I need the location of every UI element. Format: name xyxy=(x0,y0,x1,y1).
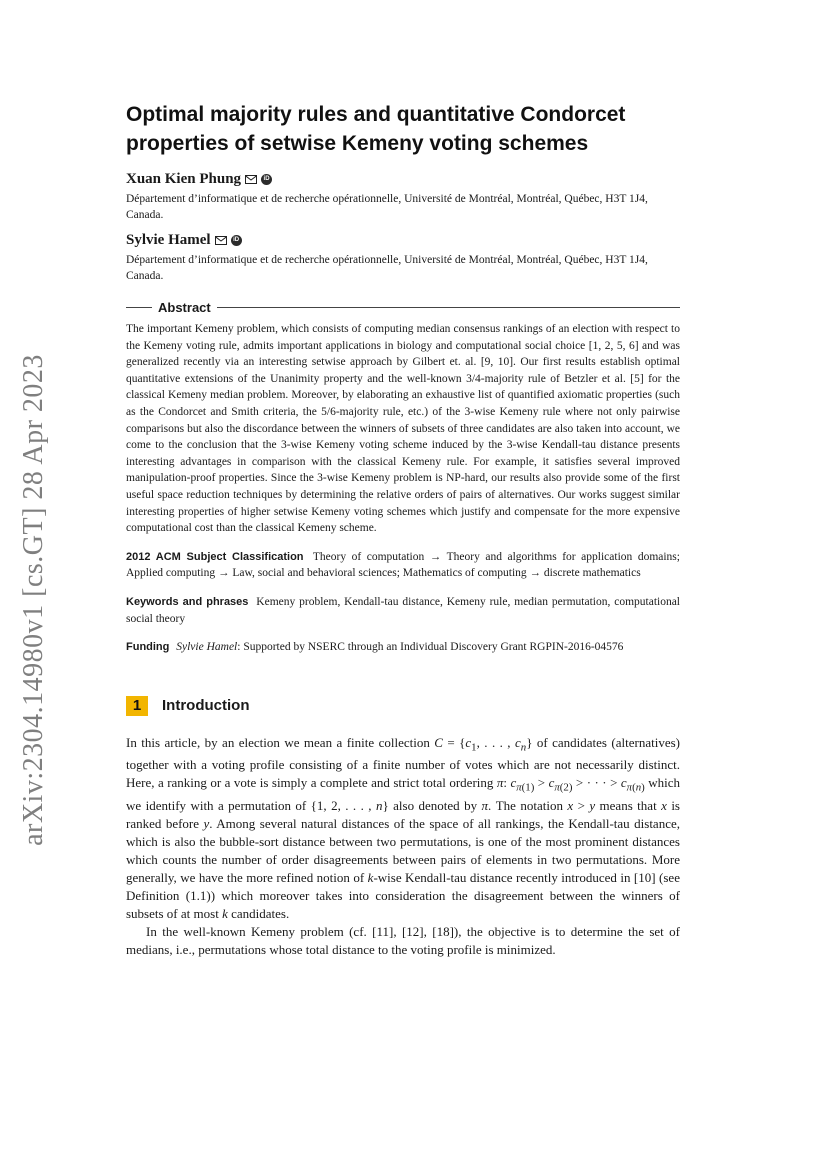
section-title: Introduction xyxy=(162,697,250,715)
mail-icon[interactable] xyxy=(245,175,257,184)
author-block-2 xyxy=(126,231,680,284)
paper-page xyxy=(126,100,680,959)
intro-paragraph-2: In the well-known Kemeny problem (cf. [11], [12], [18]), the objective is to determine the set of medians, i.e., permutations whose total distance to the voting profile is minimized. xyxy=(126,923,680,957)
acm-label: 2012 ACM Subject Classification xyxy=(126,550,304,563)
funding-funder: Sylvie Hamel xyxy=(176,641,238,654)
abstract-heading: Abstract xyxy=(158,300,211,315)
section-heading-introduction xyxy=(126,696,680,716)
funding xyxy=(126,639,680,656)
author-name-2: Sylvie Hamel xyxy=(126,232,211,248)
introduction-body xyxy=(126,734,680,959)
author-affiliation-2: Département d’informatique et de recherche opérationnelle, Université de Montréal, Montréal, Québec, H3T 1J4, Canada. xyxy=(126,254,648,282)
keywords-text: Kemeny problem, Kendall-tau distance, Kemeny rule, median permutation, computational social theory xyxy=(126,595,681,625)
abstract-text: The important Kemeny problem, which consists of computing median consensus rankings of an election with respect to the Kemeny voting rule, admits important applications in biology and computational social choice [1, 2, 5, 6] and was generalized recently via an interesting setwise approach by Gilbert et. al. [9, 10]. Our first results establish optimal quantitative extensions of the Unanimity property and the well-known 3/4-majority rule of Betzler et al. [5] for the classical Kemeny median problem. Moreover, by elaborating an exhaustive list of quantified axiomatic properties (such as the Condorcet and Smith criteria, the 5/6-majority rule, etc.) of the 3-wise Kemeny rule where not only pairwise comparisons but also the discordance between the winners of subsets of three candidates are also taken into account, we come to the conclusion that the 3-wise Kemeny voting scheme induced by the 3-wise Kendall-tau distance presents interesting advantages in comparison with the classical Kemeny rule. For example, it satisfies several improved manipulation-proof properties. Since the 3-wise Kemeny problem is NP-hard, our results also provide some of the first useful space reduction techniques by determining the relative orders of pairs of alternatives. Our works suggest similar interesting properties of higher setwise Kemeny voting schemes which justify and compensate for the more expensive computational cost than the classical Kemeny scheme. xyxy=(126,323,680,535)
intro-paragraph-1: In this article, by an election we mean a finite collection $C = \{c_1$, . . . , $c_n$} of candidates (alternatives) together with a voting profile consisting of a finite number of votes which are not necessarily distinct. Here, a ranking or a vote is simply a complete and strict total ordering π: $c_{\pi(1)} > c_{\pi(2)}$ > · · · > $c_{\pi(n)}$ which we identify with a permutation of {1, 2, . . . , n} also denoted by π. The notation x > y means that x is ranked before y. Among several natural distances of the space of all rankings, the Kendall-tau distance, which is also the bubble-sort distance between two permutations, is one of the most prominent distances which counts the number of order disagreements between pairs of elements in two permutations. More generally, we have the more refined notion of k-wise Kendall-tau distance recently introduced in [10] (see Definition (1.1)) which moreover takes into consideration the disagreement between the winners of subsets of at most k candidates. xyxy=(126,734,680,921)
paper-title: Optimal majority rules and quantitative Condorcet properties of setwise Kemeny voting schemes xyxy=(126,103,626,155)
keywords xyxy=(126,594,680,627)
arxiv-identifier-stamp xyxy=(12,354,56,846)
mail-icon[interactable] xyxy=(215,236,227,245)
acm-text: Theory of computation → Theory and algorithms for application domains; Applied computing → Law, social and behavioral sciences; Mathematics of computing → discrete mathematics xyxy=(126,550,680,580)
orcid-icon[interactable]: iD xyxy=(231,235,242,246)
section-number-badge: 1 xyxy=(126,696,148,716)
keywords-label: Keywords and phrases xyxy=(126,595,249,608)
funding-label: Funding xyxy=(126,641,170,654)
funding-text: : Supported by NSERC through an Individual Discovery Grant RGPIN-2016-04576 xyxy=(237,641,624,654)
abstract-rule-right xyxy=(217,307,680,308)
arxiv-identifier-text: arXiv:2304.14980v1 [cs.GT] 28 Apr 2023 xyxy=(18,354,50,846)
author-block-1 xyxy=(126,170,680,223)
acm-classification xyxy=(126,549,680,582)
orcid-icon[interactable]: iD xyxy=(261,174,272,185)
author-name-row-2 xyxy=(126,231,680,250)
abstract-rule-left xyxy=(126,307,152,308)
abstract-heading-row xyxy=(126,300,680,315)
author-affiliation-1: Département d’informatique et de recherche opérationnelle, Université de Montréal, Montréal, Québec, H3T 1J4, Canada. xyxy=(126,193,648,221)
author-name-1: Xuan Kien Phung xyxy=(126,171,242,187)
author-name-row-1 xyxy=(126,170,680,189)
